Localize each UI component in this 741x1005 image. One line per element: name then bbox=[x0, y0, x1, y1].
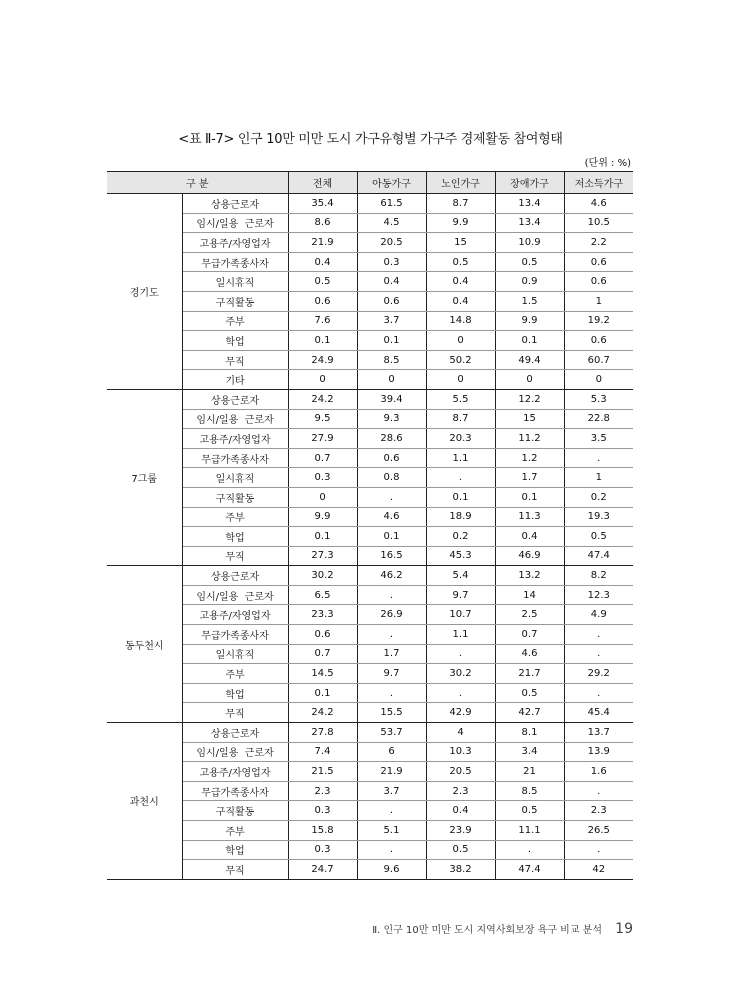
value-cell: 4.5 bbox=[357, 213, 426, 233]
value-cell: 47.4 bbox=[495, 860, 564, 880]
value-cell: 1.2 bbox=[495, 448, 564, 468]
row-label: 주부 bbox=[182, 664, 288, 684]
value-cell: 0.9 bbox=[495, 272, 564, 292]
table-row bbox=[107, 213, 633, 233]
table-row bbox=[107, 625, 633, 645]
value-cell: 42.7 bbox=[495, 703, 564, 723]
row-label: 임시/일용 근로자 bbox=[182, 213, 288, 233]
value-cell: 14.8 bbox=[426, 311, 495, 331]
row-label: 무직 bbox=[182, 703, 288, 723]
row-label: 무직 bbox=[182, 350, 288, 370]
value-cell: . bbox=[564, 448, 633, 468]
table-row bbox=[107, 272, 633, 292]
row-label: 고용주/자영업자 bbox=[182, 762, 288, 782]
row-label: 주부 bbox=[182, 507, 288, 527]
value-cell: 0.5 bbox=[426, 840, 495, 860]
table-row bbox=[107, 448, 633, 468]
value-cell: 42.9 bbox=[426, 703, 495, 723]
table-row bbox=[107, 311, 633, 331]
value-cell: . bbox=[357, 840, 426, 860]
region-cell: 동두천시 bbox=[107, 566, 182, 723]
row-label: 일시휴직 bbox=[182, 272, 288, 292]
row-label: 상용근로자 bbox=[182, 566, 288, 586]
value-cell: 0.4 bbox=[288, 252, 357, 272]
row-label: 주부 bbox=[182, 311, 288, 331]
row-label: 고용주/자영업자 bbox=[182, 605, 288, 625]
row-label: 임시/일용 근로자 bbox=[182, 409, 288, 429]
row-label: 고용주/자영업자 bbox=[182, 233, 288, 253]
value-cell: 0.4 bbox=[357, 272, 426, 292]
table-row bbox=[107, 683, 633, 703]
row-label: 구직활동 bbox=[182, 801, 288, 821]
row-label: 구직활동 bbox=[182, 291, 288, 311]
region-cell: 경기도 bbox=[107, 194, 182, 390]
value-cell: 8.7 bbox=[426, 194, 495, 214]
row-label: 무직 bbox=[182, 860, 288, 880]
table-row bbox=[107, 468, 633, 488]
table-row bbox=[107, 703, 633, 723]
row-label: 학업 bbox=[182, 840, 288, 860]
region-cell: 과천시 bbox=[107, 723, 182, 880]
value-cell: 8.6 bbox=[288, 213, 357, 233]
value-cell: 10.3 bbox=[426, 742, 495, 762]
header-col: 저소득가구 bbox=[564, 172, 633, 194]
value-cell: . bbox=[426, 683, 495, 703]
value-cell: 0 bbox=[426, 370, 495, 390]
header-category: 구 분 bbox=[107, 172, 288, 194]
row-label: 무급가족종사자 bbox=[182, 448, 288, 468]
value-cell: 13.9 bbox=[564, 742, 633, 762]
table-row bbox=[107, 487, 633, 507]
value-cell: 4.6 bbox=[357, 507, 426, 527]
row-label: 무급가족종사자 bbox=[182, 252, 288, 272]
row-label: 상용근로자 bbox=[182, 723, 288, 743]
table-row bbox=[107, 389, 633, 409]
value-cell: 5.1 bbox=[357, 821, 426, 841]
table-body bbox=[107, 194, 633, 880]
value-cell: 23.3 bbox=[288, 605, 357, 625]
value-cell: 13.4 bbox=[495, 194, 564, 214]
footer-text: Ⅱ. 인구 10만 미만 도시 지역사회보장 욕구 비교 분석 bbox=[372, 925, 602, 936]
value-cell: 3.4 bbox=[495, 742, 564, 762]
value-cell: 0.3 bbox=[288, 801, 357, 821]
row-label: 무급가족종사자 bbox=[182, 625, 288, 645]
value-cell: 0.2 bbox=[426, 527, 495, 547]
value-cell: 0.2 bbox=[564, 487, 633, 507]
table-row bbox=[107, 585, 633, 605]
table-row bbox=[107, 546, 633, 566]
value-cell: 1 bbox=[564, 291, 633, 311]
value-cell: 15 bbox=[426, 233, 495, 253]
value-cell: 4.6 bbox=[564, 194, 633, 214]
table-row bbox=[107, 409, 633, 429]
value-cell: 46.2 bbox=[357, 566, 426, 586]
value-cell: 0.7 bbox=[288, 448, 357, 468]
value-cell: 12.3 bbox=[564, 585, 633, 605]
value-cell: 24.2 bbox=[288, 703, 357, 723]
table-row bbox=[107, 742, 633, 762]
value-cell: 35.4 bbox=[288, 194, 357, 214]
header-col: 전체 bbox=[288, 172, 357, 194]
value-cell: 9.7 bbox=[357, 664, 426, 684]
page-number: 19 bbox=[615, 921, 633, 937]
value-cell: 0.4 bbox=[426, 291, 495, 311]
value-cell: 0.1 bbox=[495, 331, 564, 351]
row-label: 고용주/자영업자 bbox=[182, 429, 288, 449]
value-cell: 28.6 bbox=[357, 429, 426, 449]
value-cell: . bbox=[426, 468, 495, 488]
value-cell: 6 bbox=[357, 742, 426, 762]
unit-label: (단위 : %) bbox=[584, 158, 631, 169]
value-cell: . bbox=[564, 781, 633, 801]
value-cell: 0.8 bbox=[357, 468, 426, 488]
value-cell: 2.5 bbox=[495, 605, 564, 625]
table-row bbox=[107, 664, 633, 684]
header-col: 장애가구 bbox=[495, 172, 564, 194]
table-row bbox=[107, 291, 633, 311]
value-cell: 3.7 bbox=[357, 781, 426, 801]
header-col: 노인가구 bbox=[426, 172, 495, 194]
value-cell: 21.9 bbox=[288, 233, 357, 253]
value-cell: 0.4 bbox=[426, 272, 495, 292]
value-cell: 7.6 bbox=[288, 311, 357, 331]
value-cell: 14 bbox=[495, 585, 564, 605]
value-cell: 0 bbox=[288, 370, 357, 390]
value-cell: 8.5 bbox=[495, 781, 564, 801]
header-row bbox=[107, 172, 633, 194]
value-cell: 5.5 bbox=[426, 389, 495, 409]
value-cell: 1.7 bbox=[495, 468, 564, 488]
value-cell: 5.4 bbox=[426, 566, 495, 586]
value-cell: 0.3 bbox=[288, 840, 357, 860]
value-cell: 0 bbox=[495, 370, 564, 390]
value-cell: . bbox=[564, 644, 633, 664]
header-col: 아동가구 bbox=[357, 172, 426, 194]
value-cell: 30.2 bbox=[426, 664, 495, 684]
value-cell: 47.4 bbox=[564, 546, 633, 566]
value-cell: 53.7 bbox=[357, 723, 426, 743]
row-label: 무급가족종사자 bbox=[182, 781, 288, 801]
value-cell: 0.7 bbox=[495, 625, 564, 645]
table-row bbox=[107, 801, 633, 821]
row-label: 상용근로자 bbox=[182, 389, 288, 409]
value-cell: 16.5 bbox=[357, 546, 426, 566]
value-cell: 0.3 bbox=[357, 252, 426, 272]
value-cell: 3.5 bbox=[564, 429, 633, 449]
row-label: 주부 bbox=[182, 821, 288, 841]
region-cell: 7그룹 bbox=[107, 389, 182, 565]
value-cell: 49.4 bbox=[495, 350, 564, 370]
value-cell: 9.6 bbox=[357, 860, 426, 880]
value-cell: 4 bbox=[426, 723, 495, 743]
value-cell: 14.5 bbox=[288, 664, 357, 684]
table-row bbox=[107, 860, 633, 880]
value-cell: 60.7 bbox=[564, 350, 633, 370]
value-cell: 24.7 bbox=[288, 860, 357, 880]
value-cell: 9.9 bbox=[288, 507, 357, 527]
value-cell: 30.2 bbox=[288, 566, 357, 586]
row-label: 학업 bbox=[182, 683, 288, 703]
value-cell: 0.1 bbox=[288, 683, 357, 703]
value-cell: 8.2 bbox=[564, 566, 633, 586]
value-cell: 18.9 bbox=[426, 507, 495, 527]
value-cell: 4.6 bbox=[495, 644, 564, 664]
value-cell: 9.7 bbox=[426, 585, 495, 605]
value-cell: 10.7 bbox=[426, 605, 495, 625]
value-cell: 0.3 bbox=[288, 468, 357, 488]
value-cell: 0.6 bbox=[564, 272, 633, 292]
table-row bbox=[107, 331, 633, 351]
row-label: 임시/일용 근로자 bbox=[182, 585, 288, 605]
value-cell: . bbox=[357, 683, 426, 703]
table-row bbox=[107, 350, 633, 370]
value-cell: . bbox=[426, 644, 495, 664]
value-cell: 9.9 bbox=[426, 213, 495, 233]
table-row bbox=[107, 252, 633, 272]
value-cell: 29.2 bbox=[564, 664, 633, 684]
value-cell: 10.5 bbox=[564, 213, 633, 233]
value-cell: 15.5 bbox=[357, 703, 426, 723]
value-cell: 0 bbox=[426, 331, 495, 351]
value-cell: 20.5 bbox=[426, 762, 495, 782]
value-cell: 0.1 bbox=[495, 487, 564, 507]
value-cell: 12.2 bbox=[495, 389, 564, 409]
value-cell: 27.3 bbox=[288, 546, 357, 566]
value-cell: 0.6 bbox=[564, 331, 633, 351]
value-cell: 4.9 bbox=[564, 605, 633, 625]
value-cell: 24.2 bbox=[288, 389, 357, 409]
value-cell: 26.5 bbox=[564, 821, 633, 841]
table-row bbox=[107, 762, 633, 782]
value-cell: 20.3 bbox=[426, 429, 495, 449]
table-row bbox=[107, 723, 633, 743]
value-cell: 9.5 bbox=[288, 409, 357, 429]
table-row bbox=[107, 644, 633, 664]
value-cell: . bbox=[357, 487, 426, 507]
value-cell: 46.9 bbox=[495, 546, 564, 566]
value-cell: 11.2 bbox=[495, 429, 564, 449]
value-cell: 19.2 bbox=[564, 311, 633, 331]
value-cell: 24.9 bbox=[288, 350, 357, 370]
value-cell: 61.5 bbox=[357, 194, 426, 214]
table-row bbox=[107, 821, 633, 841]
table-row bbox=[107, 840, 633, 860]
value-cell: 1.1 bbox=[426, 625, 495, 645]
value-cell: 0.4 bbox=[495, 527, 564, 547]
value-cell: . bbox=[495, 840, 564, 860]
value-cell: 6.5 bbox=[288, 585, 357, 605]
value-cell: 20.5 bbox=[357, 233, 426, 253]
value-cell: 0 bbox=[288, 487, 357, 507]
value-cell: 1.6 bbox=[564, 762, 633, 782]
value-cell: . bbox=[357, 625, 426, 645]
row-label: 구직활동 bbox=[182, 487, 288, 507]
row-label: 상용근로자 bbox=[182, 194, 288, 214]
value-cell: 27.8 bbox=[288, 723, 357, 743]
value-cell: 21.9 bbox=[357, 762, 426, 782]
value-cell: 13.7 bbox=[564, 723, 633, 743]
value-cell: 45.4 bbox=[564, 703, 633, 723]
value-cell: 0.1 bbox=[357, 331, 426, 351]
value-cell: 9.3 bbox=[357, 409, 426, 429]
value-cell: 0.5 bbox=[426, 252, 495, 272]
value-cell: 13.4 bbox=[495, 213, 564, 233]
value-cell: 8.5 bbox=[357, 350, 426, 370]
value-cell: 42 bbox=[564, 860, 633, 880]
value-cell: 2.3 bbox=[288, 781, 357, 801]
value-cell: 7.4 bbox=[288, 742, 357, 762]
value-cell: . bbox=[564, 683, 633, 703]
value-cell: . bbox=[564, 840, 633, 860]
value-cell: 15.8 bbox=[288, 821, 357, 841]
row-label: 임시/일용 근로자 bbox=[182, 742, 288, 762]
value-cell: . bbox=[357, 585, 426, 605]
value-cell: 45.3 bbox=[426, 546, 495, 566]
value-cell: 0.5 bbox=[564, 527, 633, 547]
value-cell: 0.1 bbox=[288, 331, 357, 351]
value-cell: 0.5 bbox=[288, 272, 357, 292]
table-row bbox=[107, 781, 633, 801]
value-cell: 0.5 bbox=[495, 683, 564, 703]
value-cell: 0.1 bbox=[288, 527, 357, 547]
value-cell: . bbox=[564, 625, 633, 645]
value-cell: 8.7 bbox=[426, 409, 495, 429]
value-cell: 0.4 bbox=[426, 801, 495, 821]
value-cell: 9.9 bbox=[495, 311, 564, 331]
table-row bbox=[107, 605, 633, 625]
row-label: 학업 bbox=[182, 527, 288, 547]
value-cell: 0.6 bbox=[564, 252, 633, 272]
value-cell: 0.5 bbox=[495, 801, 564, 821]
value-cell: 13.2 bbox=[495, 566, 564, 586]
value-cell: 21.5 bbox=[288, 762, 357, 782]
value-cell: 2.3 bbox=[426, 781, 495, 801]
table-row bbox=[107, 233, 633, 253]
value-cell: 15 bbox=[495, 409, 564, 429]
value-cell: 39.4 bbox=[357, 389, 426, 409]
table-row bbox=[107, 370, 633, 390]
row-label: 일시휴직 bbox=[182, 468, 288, 488]
value-cell: 0.5 bbox=[495, 252, 564, 272]
table-row bbox=[107, 507, 633, 527]
value-cell: 3.7 bbox=[357, 311, 426, 331]
value-cell: 8.1 bbox=[495, 723, 564, 743]
value-cell: 5.3 bbox=[564, 389, 633, 409]
value-cell: 1.5 bbox=[495, 291, 564, 311]
value-cell: 0 bbox=[357, 370, 426, 390]
value-cell: 50.2 bbox=[426, 350, 495, 370]
page-footer bbox=[372, 921, 633, 937]
table-title: <표 Ⅱ-7> 인구 10만 미만 도시 가구유형별 가구주 경제활동 참여형태 bbox=[178, 132, 563, 147]
value-cell: 0 bbox=[564, 370, 633, 390]
table-row bbox=[107, 429, 633, 449]
row-label: 일시휴직 bbox=[182, 644, 288, 664]
value-cell: 0.1 bbox=[426, 487, 495, 507]
table-row bbox=[107, 566, 633, 586]
value-cell: 2.2 bbox=[564, 233, 633, 253]
value-cell: 0.6 bbox=[288, 625, 357, 645]
value-cell: 1 bbox=[564, 468, 633, 488]
value-cell: . bbox=[357, 801, 426, 821]
value-cell: 0.6 bbox=[357, 291, 426, 311]
value-cell: 23.9 bbox=[426, 821, 495, 841]
value-cell: 0.6 bbox=[288, 291, 357, 311]
value-cell: 19.3 bbox=[564, 507, 633, 527]
table-row bbox=[107, 194, 633, 214]
value-cell: 0.1 bbox=[357, 527, 426, 547]
row-label: 무직 bbox=[182, 546, 288, 566]
value-cell: 22.8 bbox=[564, 409, 633, 429]
value-cell: 38.2 bbox=[426, 860, 495, 880]
value-cell: 0.7 bbox=[288, 644, 357, 664]
value-cell: 11.3 bbox=[495, 507, 564, 527]
row-label: 기타 bbox=[182, 370, 288, 390]
value-cell: 27.9 bbox=[288, 429, 357, 449]
table-row bbox=[107, 527, 633, 547]
value-cell: 21 bbox=[495, 762, 564, 782]
value-cell: 26.9 bbox=[357, 605, 426, 625]
row-label: 학업 bbox=[182, 331, 288, 351]
value-cell: 1.1 bbox=[426, 448, 495, 468]
value-cell: 0.6 bbox=[357, 448, 426, 468]
value-cell: 11.1 bbox=[495, 821, 564, 841]
value-cell: 1.7 bbox=[357, 644, 426, 664]
value-cell: 10.9 bbox=[495, 233, 564, 253]
value-cell: 2.3 bbox=[564, 801, 633, 821]
value-cell: 21.7 bbox=[495, 664, 564, 684]
data-table bbox=[107, 171, 633, 880]
